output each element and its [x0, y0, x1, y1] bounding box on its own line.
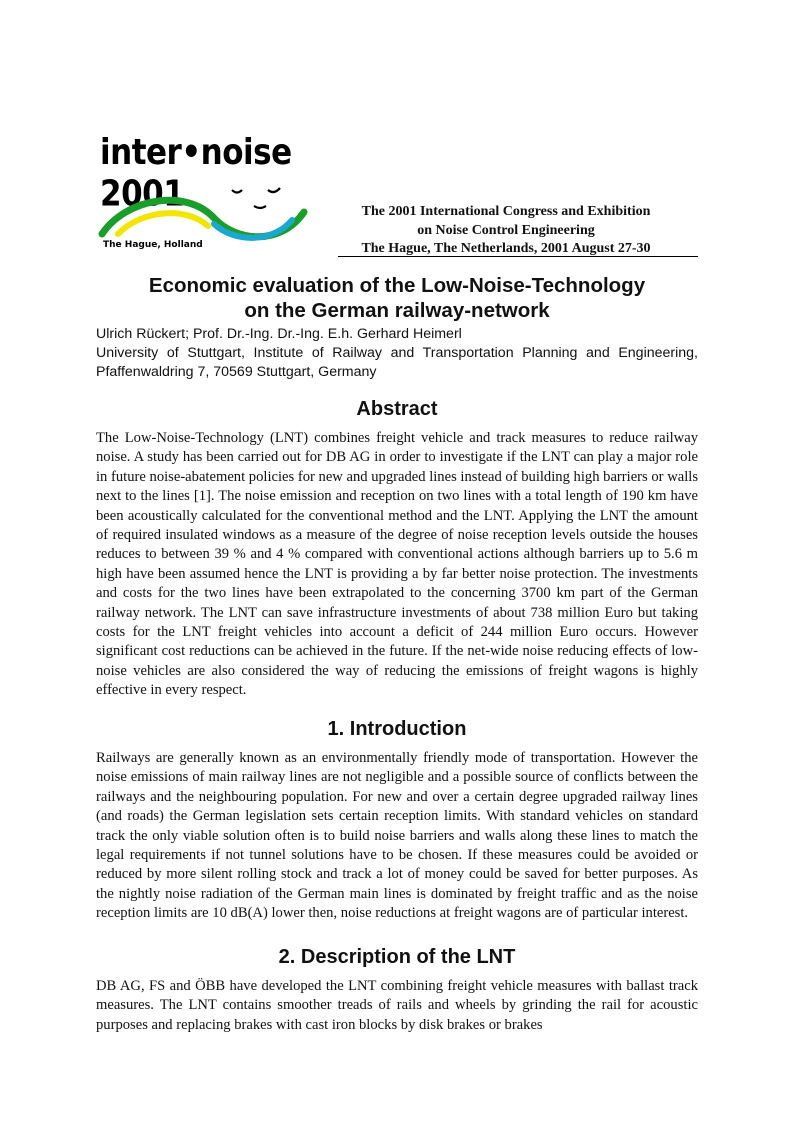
conference-line-3: The Hague, The Netherlands, 2001 August 27-30 — [361, 241, 651, 256]
conference-line-2: on Noise Control Engineering — [417, 222, 595, 238]
conference-logo — [96, 128, 326, 258]
abstract-text: The Low-Noise-Technology (LNT) combines freight vehicle and track measures to reduce railway noise. A study has been carried out for DB AG in order to investigate if the LNT can play a major role in future noise-abatement policies for new and upgraded lines instead of building high barriers or walls next to the lines [1]. The noise emission and reception on two lines with a total length of 190 km have been acoustically calculated for the conventional method and the LNT. Applying the LNT the amount of required insulated windows as a measure of the degree of noise reception levels outside the houses reduces to between 39 % and 4 % compared with conventional actions although barriers up to 5.6 m high have been assumed hence the LNT is providing a by far better noise protection. The investments and costs for the two lines have been extrapolated to the concerning 3700 km part of the German railway network. The LNT can save infrastructure investments of about 738 million Euro but taking costs for the LNT freight vehicles into account a deficit of 244 million Euro occurs. However significant cost reductions can be achieved in the future. If the net-wide noise reducing effects of low-noise vehicles are also considered the way of reducing the emissions of freight wagons is highly effective in every respect. — [96, 430, 698, 699]
author-names: Ulrich Rückert; Prof. Dr.-Ing. Dr.-Ing. E.h. Gerhard Heimerl — [96, 326, 462, 342]
conference-header — [96, 128, 698, 260]
conference-info — [336, 203, 676, 259]
smile-mark-2 — [268, 188, 280, 192]
title-line-2: on the German railway-network — [244, 299, 550, 322]
title-line-1: Economic evaluation of the Low-Noise-Technology — [148, 274, 646, 297]
author-block — [96, 325, 698, 382]
logo-title: inter•noise 2001 — [100, 132, 292, 215]
lnt-description-heading: 2. Description of the LNT — [278, 946, 516, 968]
logo-location: The Hague, Holland — [103, 240, 203, 250]
introduction-heading: 1. Introduction — [327, 718, 467, 740]
header-rule — [338, 256, 698, 257]
conference-line-1: The 2001 International Congress and Exhibition — [361, 204, 651, 219]
introduction-text: Railways are generally known as an environmentally friendly mode of transportation. However the noise emissions of main railway lines are not negligible and a possible source of conflicts between the railways and the neighbouring population. For new and over a certain degree upgraded railway lines (and roads) the German legislation sets certain reception limits. With standard vehicles on standard track the only viable solution often is to build noise barriers and walls along these lines to match the legal requirements if not tunnel solutions have to be chosen. If these measures could be avoided or reduced by more silent rolling stock and track a lot of money could be saved for better purposes. As the nightly noise radiation of the German main lines is dominated by freight traffic and as the noise reception limits are 10 dB(A) lower then, noise reductions at freight wagons are of particular interest. — [96, 750, 698, 922]
smile-mark-1 — [232, 190, 242, 193]
paper-title — [96, 273, 698, 323]
logo-wave-graphic — [96, 128, 326, 258]
yellow-wave — [118, 213, 208, 234]
lnt-description-text: DB AG, FS and ÖBB have developed the LNT combining freight vehicle measures with ballast track measures. The LNT contains smoother treads of rails and wheels by grinding the rail for acoustic purposes and replacing brakes with cast iron blocks by disk brakes or brakes — [96, 978, 698, 1033]
smile-mark-3 — [254, 206, 266, 208]
abstract-heading: Abstract — [356, 398, 438, 420]
author-affiliation: University of Stuttgart, Institute of Railway and Transportation Planning and Engineering, Pfaffenwaldring 7, 70569 Stuttgart, Germany — [96, 345, 698, 380]
